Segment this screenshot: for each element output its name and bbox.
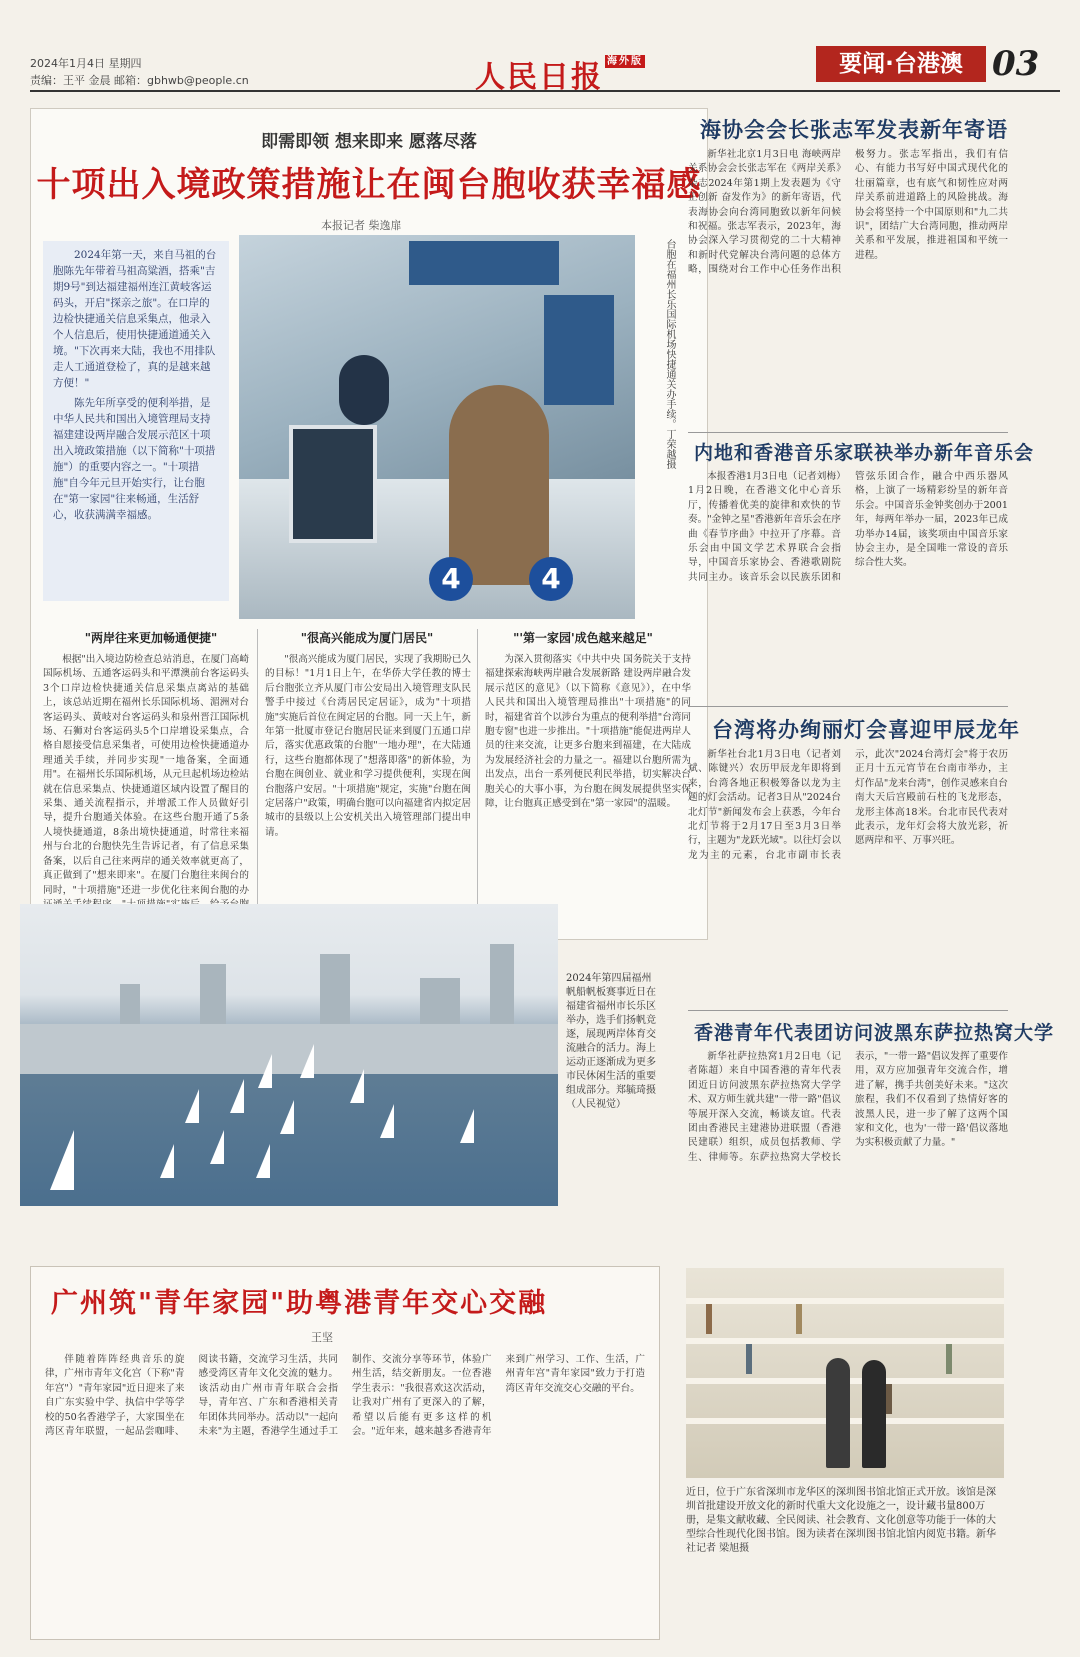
editor-line: 责编：王平 金晨 邮箱：gbhwb@people.cn [30,74,249,87]
page-number: 03 [992,44,1040,84]
story-body-lantern: 新华社台北1月3日电（记者刘斌、陈键兴）农历甲辰龙年即将到来，台湾各地正积极筹备以龙为主题的灯会活动。记者3日从"2024台北灯节"新闻发布会上获悉，今年台北灯节将于2月17日至3月3日举行，主题为"龙跃光域"。以往灯会以龙为主的元素，台北市副市长表示，此次"2024台湾灯会"将于农历正月十五元宵节在台南市举办，主灯作品"龙来台湾"，创作灵感来自台南大天后宫殿前石柱的飞龙形态，龙形主体高18米。台北市民代表对此表示，龙年灯会将大放光彩，祈愿两岸和平、万事兴旺。 [688,749,1008,861]
subheading-3: "'第一家园'成色越来越足" [513,631,653,645]
library-caption: 近日，位于广东省深圳市龙华区的深圳图书馆北馆正式开放。该馆是深圳首批建设开放文化的新时代重大文化设施之一，设计藏书量800万册，是集文献收藏、全民阅读、社会教育、文化创意等功能于一体的大型综合性现代化图书馆。图为读者在深圳图书馆北馆内阅览书籍。新华社记者 梁旭摄 [686,1487,996,1554]
subheading-2: "很高兴能成为厦门居民" [300,631,434,645]
main-story [30,108,708,940]
story-title-concert: 内地和香港音乐家联袂举办新年音乐会 [694,442,1035,464]
header-rule [30,90,1060,92]
masthead-title: 人民日报 [475,60,603,95]
header-meta [30,55,249,89]
border-control-photo: 4 4 [239,235,635,619]
main-headline: 十项出入境政策措施让在闽台胞收获幸福感 [36,165,702,205]
lead-box [43,241,229,601]
story-body-concert: 本报香港1月3日电（记者刘梅）1月2日晚，在香港文化中心音乐厅，传播着优美的旋律和欢快的节奏。"金钟之星"香港新年音乐会在序曲《春节序曲》中拉开了序幕。音乐会由中国文学艺术界联合会指导，中国音乐家协会、香港歌剧院共同主办。该音乐会以民族乐团和管弦乐团合作，融合中西乐器风格，上演了一场精彩纷呈的新年音乐会。中国音乐金钟奖创办于2001年，每两年举办一届，2023年已成功举办14届，该奖项由中国音乐家协会主办，是全国唯一常设的音乐综合性大奖。 [688,471,1008,583]
lead-paragraph: 陈先年所享受的便利举措，是中华人民共和国出入境管理局支持福建建设两岸融合发展示范区十项出入境政策措施（以下简称"十项措施"）的重要内容之一。"十项措施"自今年元旦开始实行，让台胞在"第一家园"往来畅通，生活舒心，收获满满幸福感。 [53,397,216,521]
story-title-lantern: 台湾将办绚丽灯会喜迎甲辰龙年 [712,717,1020,742]
section-header [816,44,1040,84]
story-body-youth: 新华社萨拉热窝1月2日电（记者陈超）来自中国香港的青年代表团近日访问波黑东萨拉热窝大学学术、双方师生就共建"一带一路"倡议等展开深入交流，畅谈友谊。代表团由香港民主建港协进联盟（香港民建联）组织，成员包括教师、学生、律师等。东萨拉热窝大学校长表示，"一带一路"倡议发挥了重要作用，双方应加强青年交流合作，增进了解，携手共创美好未来。"这次旅程，我们不仅看到了热情好客的波黑人民，进一步了解了这两个国家和文化，也为'一带一路'倡议落地为实积极贡献了力量。" [688,1051,1008,1163]
article-column: 为深入贯彻落实《中共中央 国务院关于支持福建探索海峡两岸融合发展新路 建设两岸融合发展示范区的意见》（以下简称《意见》），在中华人民共和国出入境管理局推出"十项措施"的同时，福建省首个以涉台为重点的便利举措"台湾同胞专窗"也进一步推出。"十项措施"能促进两岸人员的往来交流，让更多台胞来到福建，在大陆成为发展经济社会的力量之一。福建以台胞所需为出发点，出台一系列便民利民举措，切实解决台胞关心的大事小事，为台胞在闽发展提供坚实保障，让台胞真正感受到在"第一家园"的温暖。 [485,654,691,810]
section-name: 要闻·台港澳 [816,46,986,82]
sailing-caption: 2024年第四届福州帆船帆板赛事近日在福建省福州市长乐区举办，选手们扬帆竞逐，展现两岸体育交流融合的活力。海上运动正逐渐成为更多市民休闲生活的重要组成部分。郑毓琦摄（人民视觉） [566,973,656,1110]
article-column: 根据"出入境边防检查总站消息，在厦门高崎国际机场、五通客运码头和平潭澳前台客运码头3个口岸边检快捷通关信息采集点离站的基础上，该总站近期在福州长乐国际机场、湄洲对台客运码头、黄岐对台客运码头和泉州晋江国际机场、石狮对台客运码头5个口岸增设采集点，合格自愿接受信息采集者，可使用边检快捷通道办理通关手续，并同步实现"一地备案，全面通用"。在福州长乐国际机场，从元旦起机场边检站就在信息采集点、快捷通道区域内设置了醒目的采集、通关流程指示，并增派工作人员做好引导，提升台胞通关体验。在这些台胞开通了5条人境快捷通道，8条出境快捷通道，时常往来福州与台北的台胞快先生告诉记者，有了信息采集备案，以后自己往来两岸的通关效率就更高了，真正做到了"想来即来"。在厦门台胞往来闽台的同时，"十项措施"还进一步优化往来闽台胞的办 [43,654,249,896]
gz-byline: 王坚 [311,1331,333,1344]
photo-caption: 台胞在福州长乐国际机场快捷通关办手续。丁荣越摄 [664,239,675,469]
gz-headline: 广州筑"青年家园"助粤港青年交心交融 [51,1288,548,1319]
main-byline: 本报记者 柴逸扉 [321,219,402,232]
library-photo [686,1268,1004,1478]
gz-body: 伴随着阵阵经典音乐的旋律，广州市青年文化宫（下称"青年宫"）"青年家园"近日迎来了来自广东实验中学、执信中学等学校的50名香港学子，大家围坐在湾区青年联盟，一起品尝咖啡、阅读书籍，交流学习生活，共同感受湾区青年文化交流的魅力。该活动由广州市青年联合会指导，青年宫、广东和香港相关青年团体共同举办。活动以"一起向未来"为主题，香港学生通过手工制作、交流分享等环节，体验广州生活，结交新朋友。一位香港学生表示："我很喜欢这次活动，让我对广州有了更深入的了解，希望以后能有更多这样的机会。"近年来，越来越多香港青年来到广州学习、工作、生活，广州青年宫"青年家园"致力于打造湾区青年交流交心交融的平台。 [45,1354,645,1438]
story-title-youth: 香港青年代表团访问波黑东萨拉热窝大学 [694,1022,1055,1044]
story-title-haixie: 海协会会长张志军发表新年寄语 [700,117,1008,142]
subheading-1: "两岸往来更加畅通便捷" [84,631,218,645]
sailing-photo [20,904,558,1206]
guangzhou-story [30,1266,660,1640]
story-body-haixie: 新华社北京1月3日电 海峡两岸关系协会会长张志军在《两岸关系》杂志2024年第1期上发表题为《守正创新 奋发作为》的新年寄语，代表海协会向台湾同胞致以新年问候和祝福。张志军表示，2023年，海协会深入学习贯彻党的二十大精神和新时代党解决台湾问题的总体方略，围绕对台工作中心任务作出积极努力。张志军指出，我们有信心、有能力书写好中国式现代化的壮丽篇章，也有底气和韧性应对两岸关系前进道路上的风险挑战。海协会将坚持一个中国原则和"九二共识"，团结广大台湾同胞，推动两岸关系和平发展，推进祖国和平统一进程。 [688,149,1008,276]
article-column: "很高兴能成为厦门居民，实现了我期盼已久的目标！"1月1日上午，在华侨大学任教的博士后台胞张立齐从厦门市公安局出入境管理支队民警手中接过《台湾居民定居证》，成为"十项措施"实施后首位在闽定居的台胞。同一天上午，新年第一批厦市登记台胞居民证来到厦门五通口岸后，落实优惠政策的台胞"一地办理"，在大陆通行，这些台胞都体现了"想落即落"的新体验，为台胞在闽创业、就业和学习提供便利，实现在闽台胞落户安居。"十项措施"规定，实施"台胞在闽定居落户"政策，明确台胞可以向福建省内拟定居城市的县级以上公安机关出入境管理部门提出申请。 [265,654,471,838]
lead-paragraph: 2024年第一天，来自马祖的台胞陈先年带着马祖高粱酒，搭乘"吉期9号"到达福建福州连江黄岐客运码头，开启"探亲之旅"。在口岸的边检快捷通关信息采集点，他录入个人信息后，使用快捷通道通关入境。"下次再来大陆，我也不用排队走人工通道登检了，真的是越来越方便！" [53,249,217,389]
issue-date: 2024年1月4日 星期四 [30,57,142,70]
main-kicker: 即需即领 想来即来 愿落尽落 [261,132,477,152]
edition-badge: 海外版 [607,56,643,67]
